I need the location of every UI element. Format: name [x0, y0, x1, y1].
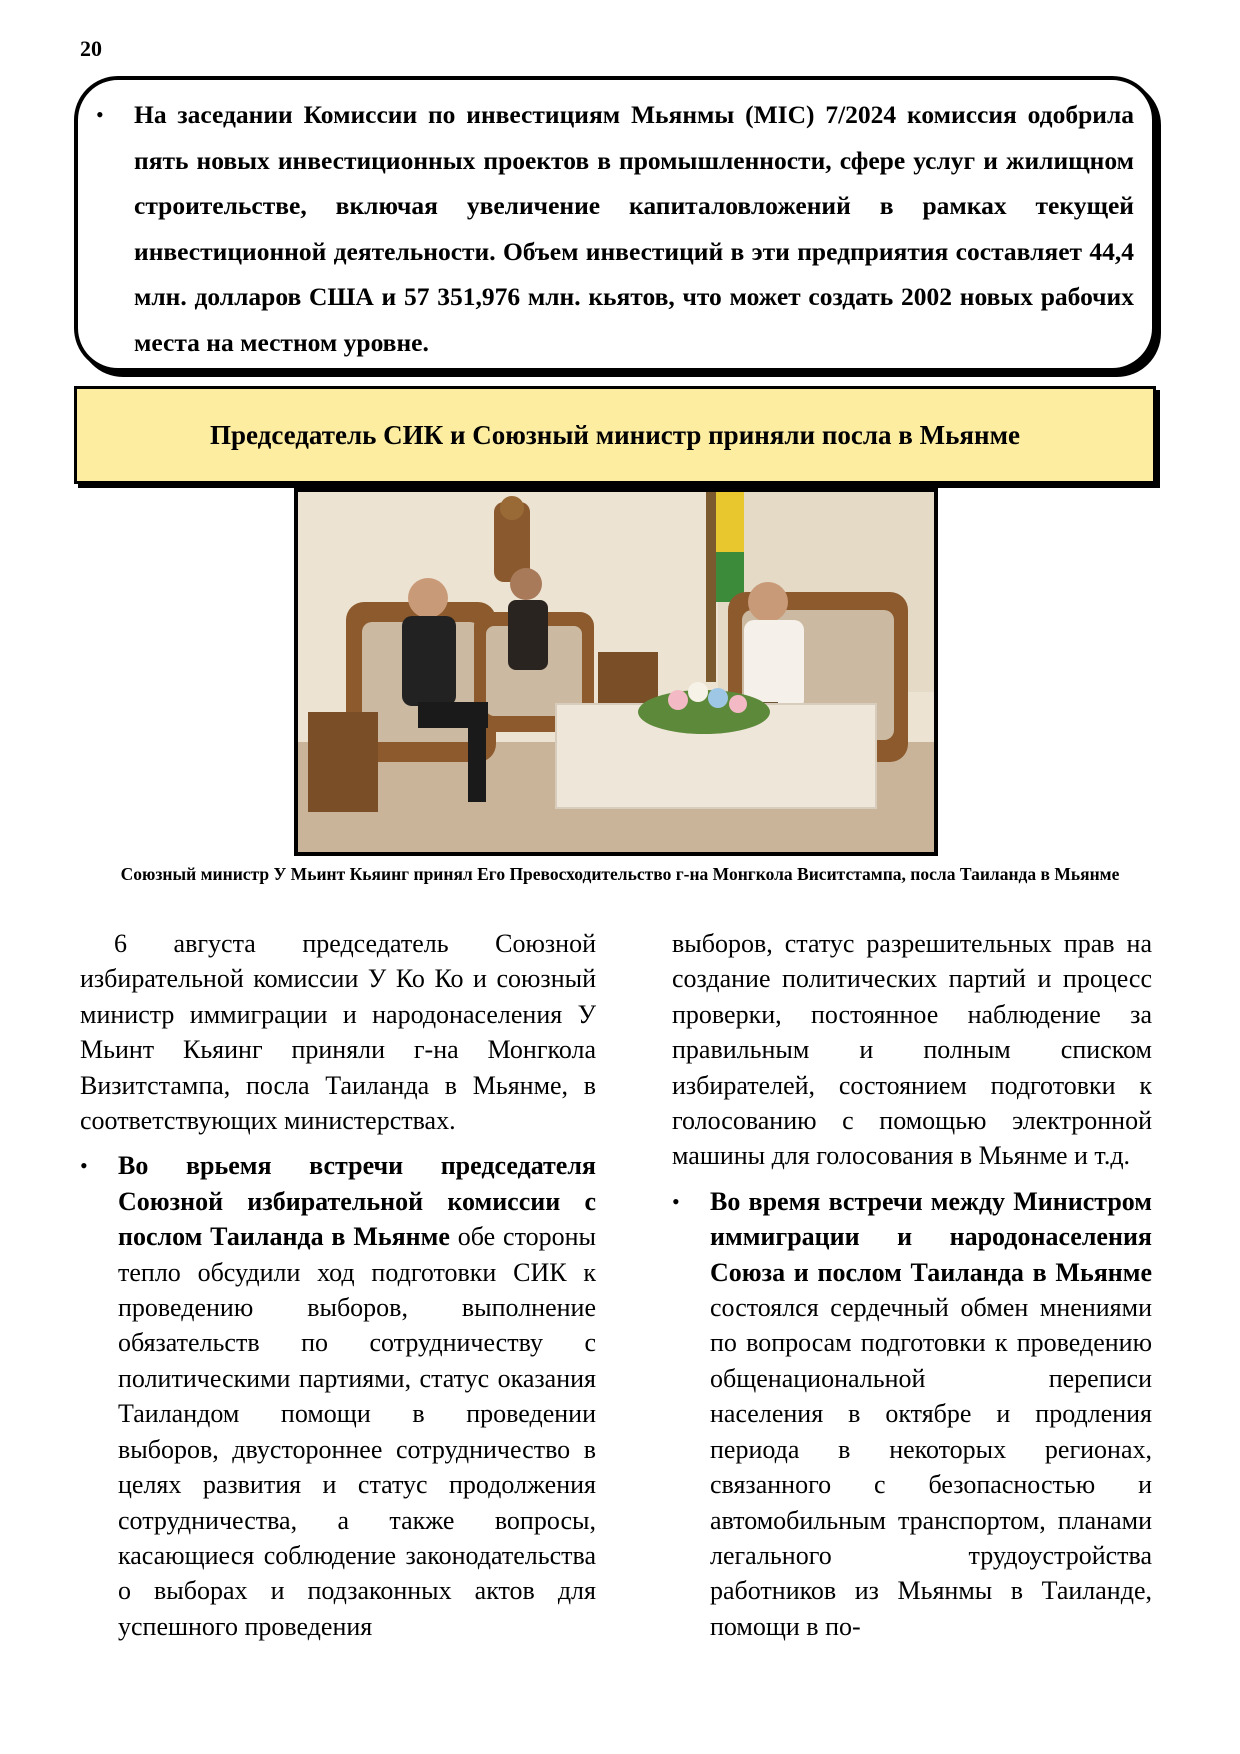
page-number: 20 [80, 36, 102, 61]
section-header [74, 386, 1156, 484]
bullet-icon: • [96, 102, 104, 127]
section-title: Председатель СИК и Союзный министр приняли посла в Мьянме [210, 419, 1020, 450]
continued-paragraph: выборов, статус разрешительных прав на создание политических партий и процесс проверки, постоянное наблюдение за правильным и полным списком избирателей, состоянием подготовки к голосованию с помощью электронной машины для голосования в Мьянме и т.д. [672, 929, 1152, 1171]
bullet1-body: обе стороны тепло обсудили ход подготовки СИК к проведению выборов, выполнение обязательств по сотрудничеству с политическими партиями, статус оказания Таиландом помощи в проведении выборов, двустороннее сотрудничество в целях развития и статус продолжения сотрудничества, а также вопросы, касающиеся соблюдение законодательства о выборах и подзаконных актов для успешного проведения [118, 1222, 597, 1641]
intro-paragraph: 6 августа председатель Союзной избирательной комиссии У Ко Ко и союзный министр иммиграции и народонаселения У Мьинт Кьяинг приняли г-на Монгкола Визитстампа, посла Таиланда в Мьянме, в соответствующих министерствах. [80, 929, 596, 1136]
meeting-photo [294, 488, 938, 856]
bullet2-lead: Во время встречи между Министром иммиграции и народонаселения Союза и послом Таиланда в Мьянме [710, 1186, 1152, 1287]
bullet-icon: • [80, 1153, 88, 1179]
photo-caption: Союзный министр У Мьинт Кьяинг принял Его Превосходительство г-на Монгкола Виситстампа, посла Таиланда в Мьянме [120, 864, 1120, 884]
bullet-icon: • [672, 1188, 680, 1214]
article-column-left [80, 926, 596, 1644]
bullet1-lead: Во врьемя встречи председателя Союзной избирательной комиссии с послом Таиланда в Мьянме [118, 1151, 596, 1252]
list-item-bullet-1 [80, 1148, 596, 1644]
list-item-bullet-2 [672, 1184, 1152, 1644]
article-column-right [672, 926, 1152, 1644]
highlight-text: На заседании Комиссии по инвестициям Мьянмы (MIC) 7/2024 комиссия одобрила пять новых инвестиционных проектов в промышленности, сфере услуг и жилищном строительстве, включая увеличение капиталовложений в рамках текущей инвестиционной деятельности. Объем инвестиций в эти предприятия составляет 44,4 млн. долларов США и 57 351,976 млн. кьятов, что может создать 2002 новых рабочих места на местном уровне. [134, 100, 1134, 357]
highlight-box [74, 76, 1156, 372]
meeting-photo-image [298, 492, 934, 852]
bullet2-body: состоялся сердечный обмен мнениями по вопросам подготовки к проведению общенациональной переписи населения в октябре и продления периода в некоторых регионах, связанного с безопасностью и автомобильным транспортом, планами легального трудоустройства работников из Мьянмы в Таиланде, помощи в по- [710, 1293, 1152, 1641]
